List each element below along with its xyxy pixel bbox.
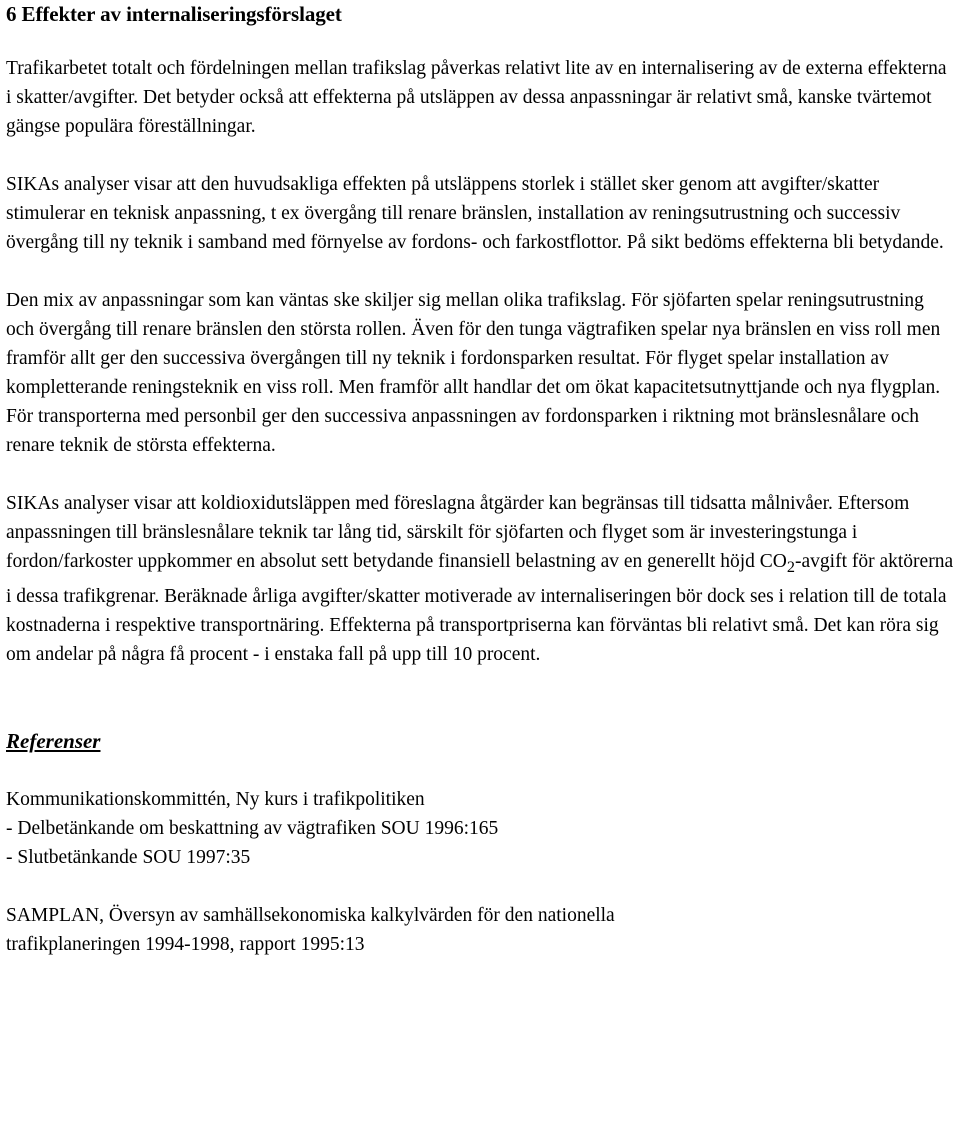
paragraph-traffic-work: Trafikarbetet totalt och fördelningen mellan trafikslag påverkas relativt lite av en internalisering av de externa effekterna i skatter/avgifter. Det betyder också att effekterna på utsläppen av dessa anpassningar är relativt små, kanske tvärtemot gängse populära föreställningar. xyxy=(6,58,947,137)
references-heading: Referenser xyxy=(6,728,101,753)
section-heading: 6 Effekter av internaliseringsförslaget xyxy=(6,2,342,26)
reference-item xyxy=(6,901,954,959)
paragraph-sika-analysis-technical: SIKAs analyser visar att den huvudsakliga effekten på utsläppens storlek i stället sker genom att avgifter/skatter stimulerar en teknisk anpassning, t ex övergång till renare bränslen, installation av reningsutrustning och successiv övergång till ny teknik i samband med förnyelse av fordons- och farkostflottor. På sikt bedöms effekterna bli betydande. xyxy=(6,174,944,253)
co2-paragraph-text-start: SIKAs analyser visar att koldioxidutsläppen med föreslagna åtgärder kan begränsas till tidsatta målnivåer. Eftersom anpassningen till bränslesnålare teknik tar lång tid, särskilt för sjöfarten och flyget som är investeringstunga i fordon/farkoster uppkommer en absolut sett betydande finansiell belastning av en generellt höjd xyxy=(6,493,910,572)
reference-line: trafikplaneringen 1994-1998, rapport 1995:13 xyxy=(6,933,365,955)
paragraph-co2-targets xyxy=(6,489,954,669)
reference-line: Kommunikationskommittén, Ny kurs i trafikpolitiken xyxy=(6,788,425,810)
co2-subscript: 2 xyxy=(786,557,796,576)
co2-paragraph-text-end: -avgift för aktörerna i dessa trafikgrenar. Beräknade årliga avgifter/skatter motiverade av internaliseringen bör dock ses i relation till de totala kostnaderna i respektive transportnäring. Effekterna på transportpriserna kan förväntas bli relativt små. Det kan röra sig om andelar på några få procent - i enstaka fall på upp till 10 procent. xyxy=(6,551,954,665)
reference-line: SAMPLAN, Översyn av samhällsekonomiska kalkylvärden för den nationella xyxy=(6,904,615,926)
reference-line: - Delbetänkande om beskattning av vägtrafiken SOU 1996:165 xyxy=(6,817,499,839)
co2-formula: CO xyxy=(759,551,787,572)
paragraph-adaptation-mix: Den mix av anpassningar som kan väntas ske skiljer sig mellan olika trafikslag. För sjöfarten spelar reningsutrustning och övergång till renare bränslen den största rollen. Även för den tunga vägtrafiken spelar nya bränslen en viss roll men framför allt ger den successiva övergången till ny teknik i fordonsparken resultat. För flyget spelar installation av kompletterande reningsteknik en viss roll. Men framför allt handlar det om ökat kapacitetsutnyttjande och nya flygplan. För transporterna med personbil ger den successiva anpassningen av fordonsparken i riktning mot bränslesnålare och renare teknik de största effekterna. xyxy=(6,290,941,456)
reference-item xyxy=(6,785,954,872)
document-page xyxy=(6,0,954,959)
reference-line: - Slutbetänkande SOU 1997:35 xyxy=(6,846,251,868)
